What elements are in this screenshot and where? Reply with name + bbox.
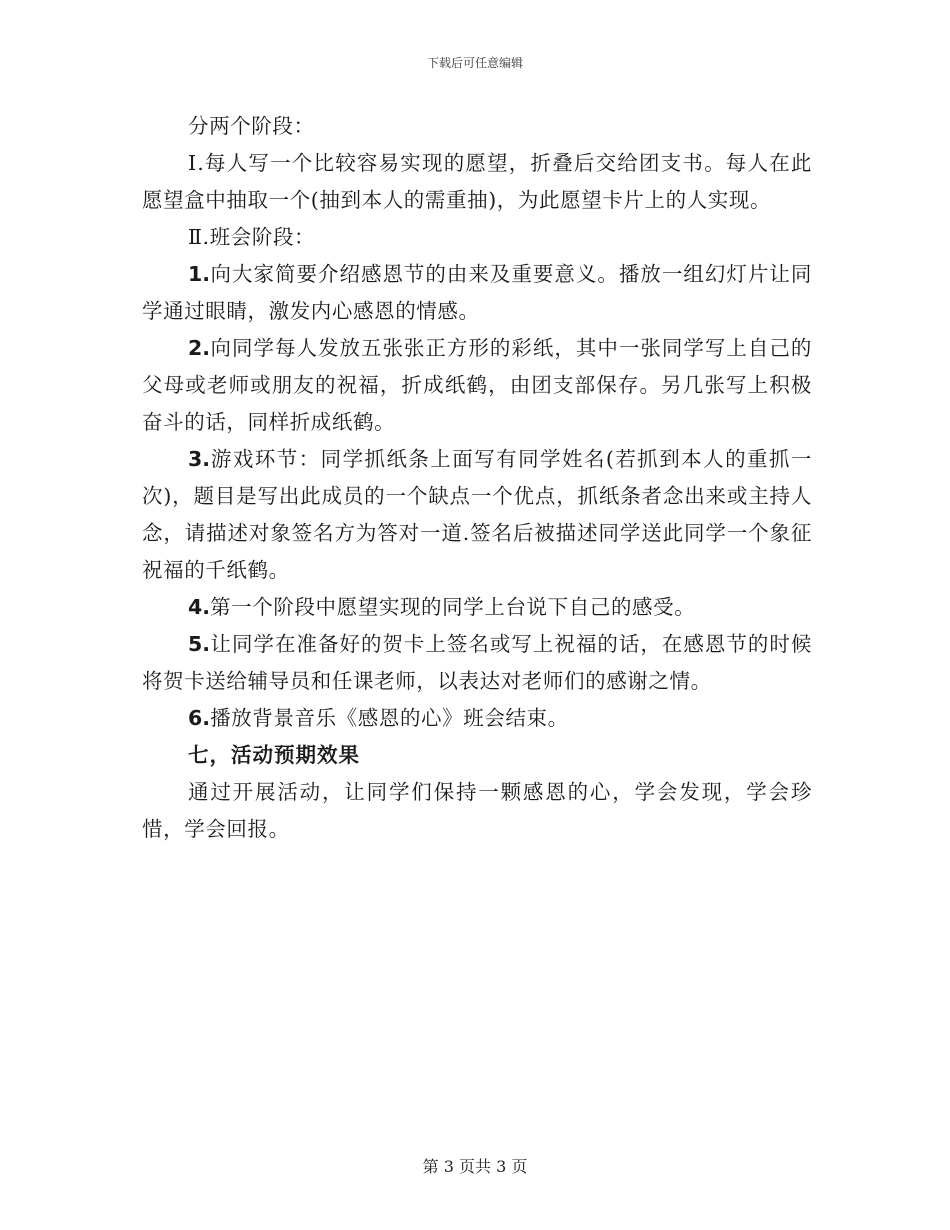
list-item-number: 1. (188, 262, 211, 286)
list-item-text: 向同学每人发放五张张正方形的彩纸，其中一张同学写上自己的父母或老师或朋友的祝福，折成纸鹤，由团支部保存。另几张写上积极奋斗的话，同样折成纸鹤。 (142, 336, 812, 434)
header-note: 下载后可任意编辑 (426, 56, 523, 70)
section-heading: 七，活动预期效果 (188, 743, 360, 767)
stage-one-paragraph: Ⅰ.每人写一个比较容易实现的愿望，折叠后交给团支书。每人在此愿望盒中抽取一个(抽到本人的需重抽)，为此愿望卡片上的人实现。 (142, 151, 812, 212)
list-item-text: 向大家简要介绍感恩节的由来及重要意义。播放一组幻灯片让同学通过眼睛，激发内心感恩的情感。 (142, 262, 812, 323)
list-item-number: 3. (188, 447, 211, 471)
list-item (142, 330, 812, 441)
list-item (142, 589, 812, 626)
list-item (142, 256, 812, 330)
list-item (142, 700, 812, 737)
list-item (142, 441, 812, 589)
list-item-number: 2. (188, 336, 211, 360)
list-item-text: 游戏环节：同学抓纸条上面写有同学姓名(若抓到本人的重抓一次)，题目是写出此成员的一个缺点一个优点，抓纸条者念出来或主持人念，请描述对象签名方为答对一道.签名后被描述同学送此同学一个象征祝福的千纸鹤。 (142, 447, 812, 582)
document-body (142, 108, 812, 848)
list-item-number: 6. (188, 706, 211, 730)
list-item-text: 播放背景音乐《感恩的心》班会结束。 (210, 706, 569, 730)
stages-intro: 分两个阶段： (188, 114, 315, 138)
list-item (142, 626, 812, 700)
list-item-text: 让同学在准备好的贺卡上签名或写上祝福的话，在感恩节的时候将贺卡送给辅导员和任课老师，以表达对老师们的感谢之情。 (142, 632, 812, 693)
section-paragraph: 通过开展活动，让同学们保持一颗感恩的心，学会发现，学会珍惜，学会回报。 (142, 780, 812, 841)
list-item-number: 5. (188, 632, 211, 656)
list-item-text: 第一个阶段中愿望实现的同学上台说下自己的感受。 (210, 595, 696, 619)
stage-two-paragraph: Ⅱ.班会阶段： (188, 225, 316, 249)
list-item-number: 4. (188, 595, 211, 619)
page-number: 第 3 页共 3 页 (422, 1157, 528, 1176)
